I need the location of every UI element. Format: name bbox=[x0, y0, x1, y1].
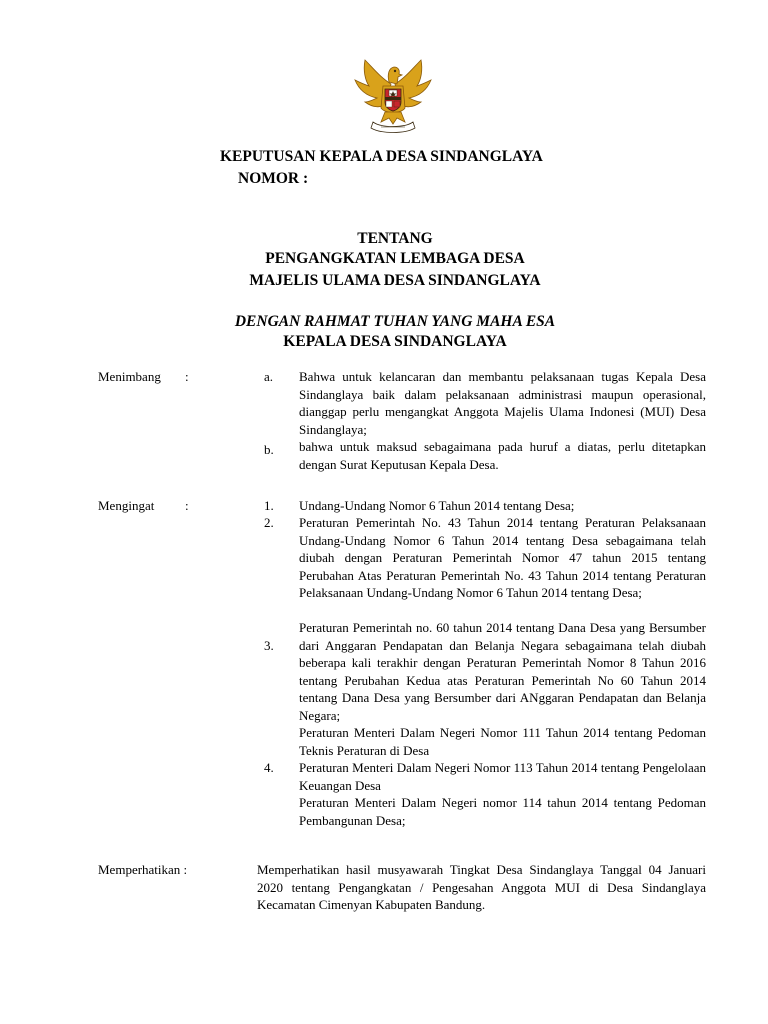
invocation: DENGAN RAHMAT TUHAN YANG MAHA ESA bbox=[234, 313, 556, 330]
mengingat-paragraph-6: Peraturan Menteri Dalam Negeri nomor 114 tahun 2014 tentang Pedoman Pembangunan Desa; bbox=[299, 795, 706, 828]
mengingat-marker-2: 2. bbox=[264, 515, 274, 530]
mengingat-label: Mengingat bbox=[98, 498, 155, 513]
menimbang-marker-a: a. bbox=[264, 369, 274, 384]
mengingat-paragraph-2: Peraturan Pemerintah No. 43 Tahun 2014 tentang Peraturan Pelaksanaan Undang-Undang Nomor 6 Tahun 2014 tentang Desa sebagaimana telah diubah dengan Peraturan Pemerintah Nomor 47 tahun 2015 tentang Perubahan Atas Peraturan Pemerintah No. 43 Tahun 2014 tentang Peraturan Pelaksanaan Undang-Undang Nomor 6 Tahun 2014 tentang Desa; bbox=[299, 515, 706, 600]
mengingat-paragraph-1: Undang-Undang Nomor 6 Tahun 2014 tentang Desa; bbox=[299, 498, 575, 513]
menimbang-item-b: bahwa untuk maksud sebagaimana pada huruf a diatas, perlu ditetapkan dengan Surat Keputusan Kepala Desa. bbox=[299, 439, 706, 472]
mengingat-colon: : bbox=[185, 498, 189, 513]
mengingat-paragraph-5: Peraturan Menteri Dalam Negeri Nomor 113 Tahun 2014 tentang Pengelolaan Keuangan Desa bbox=[299, 760, 706, 793]
mengingat-marker-1: 1. bbox=[264, 498, 274, 513]
subject-line-2: MAJELIS ULAMA DESA SINDANGLAYA bbox=[249, 272, 541, 289]
authority-heading: KEPALA DESA SINDANGLAYA bbox=[283, 333, 507, 350]
memperhatikan-text: Memperhatikan hasil musyawarah Tingkat Desa Sindanglaya Tanggal 04 Januari 2020 tentang Pengangkatan / Pengesahan Anggota MUI di Desa Sindanglaya Kecamatan Cimenyan Kabupaten Bandung. bbox=[257, 862, 706, 912]
subject-line-1: PENGANGKATAN LEMBAGA DESA bbox=[265, 250, 525, 267]
mengingat-marker-4: 4. bbox=[264, 760, 274, 775]
garuda-pancasila-emblem-icon bbox=[351, 56, 435, 136]
menimbang-marker-b: b. bbox=[264, 442, 274, 457]
tentang-heading: TENTANG bbox=[357, 230, 433, 247]
menimbang-item-a: Bahwa untuk kelancaran dan membantu pelaksanaan tugas Kepala Desa Sindanglaya baik dalam pelaksanaan administrasi maupun operasional, dianggap perlu mengangkat Anggota Majelis Ulama Indonesi (MUI) Desa Sindanglaya; bbox=[299, 369, 706, 437]
decree-title: KEPUTUSAN KEPALA DESA SINDANGLAYA bbox=[220, 148, 543, 165]
decree-number: NOMOR : bbox=[238, 170, 309, 187]
mengingat-paragraph-4: Peraturan Menteri Dalam Negeri Nomor 111 Tahun 2014 tentang Pedoman Teknis Peraturan di Desa bbox=[299, 725, 706, 758]
menimbang-label: Menimbang bbox=[98, 369, 161, 384]
mengingat-paragraph-3: Peraturan Pemerintah no. 60 tahun 2014 tentang Dana Desa yang Bersumber dari Anggaran Pendapatan dan Belanja Negara sebagaimana telah diubah beberapa kali terakhir dengan Peraturan Pemerintah Nomor 8 Tahun 2016 tentang Perubahan Kedua atas Peraturan Pemerintah No 60 Tahun 2014 tentang Dana Desa yang Bersumber dari ANggaran Pendapatan dan Belanja Negara; bbox=[299, 620, 706, 723]
memperhatikan-label: Memperhatikan : bbox=[98, 862, 188, 877]
mengingat-marker-3: 3. bbox=[264, 638, 274, 653]
menimbang-colon: : bbox=[185, 369, 189, 384]
